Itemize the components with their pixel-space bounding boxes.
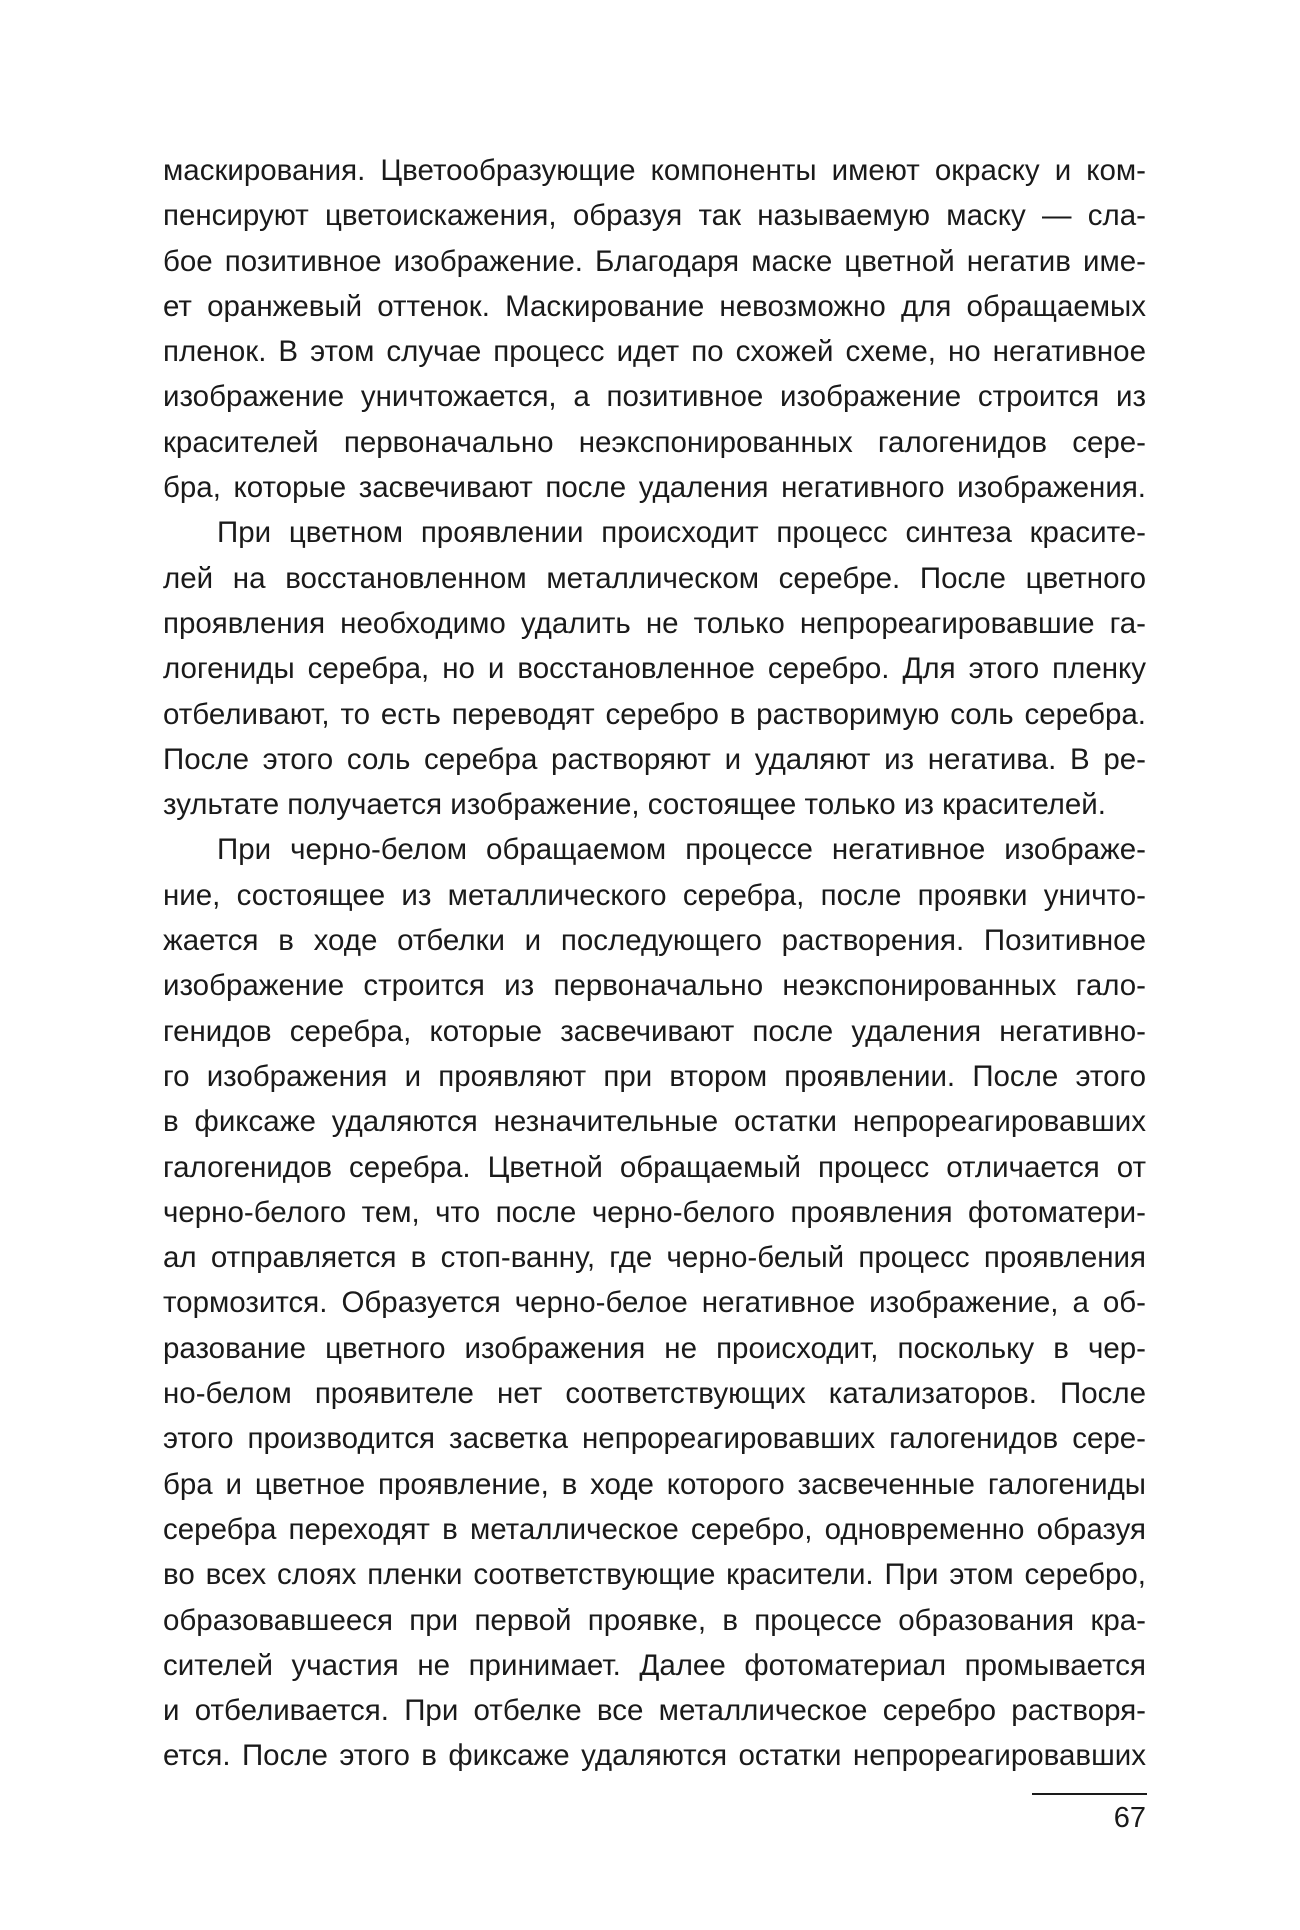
text-line: лей на восстановленном металлическом серебре. После цветного (163, 561, 1146, 595)
text-line: ал отправляется в стоп-ванну, где черно-белый процесс проявления (163, 1241, 1146, 1275)
text-line: красителей первоначально неэкспонированных галогенидов сере- (163, 425, 1146, 459)
text-line: пленок. В этом случае процесс идет по схожей схеме, но негативное (163, 335, 1146, 369)
text-line: и отбеливается. При отбелке все металлическое серебро растворя- (163, 1694, 1146, 1728)
text-line: При цветном проявлении происходит процесс синтеза красите- (217, 516, 1146, 550)
text-line: образовавшееся при первой проявке, в процессе образования кра- (163, 1603, 1146, 1637)
text-line: бра, которые засвечивают после удаления негативного изображения. (163, 471, 1146, 505)
text-line: этого производится засветка непрореагировавших галогенидов сере- (163, 1422, 1146, 1456)
text-line: отбеливают, то есть переводят серебро в растворимую соль серебра. (163, 697, 1146, 731)
paragraph-1 (163, 148, 1146, 510)
paragraph-3 (163, 827, 1146, 1778)
text-line: в фиксаже удаляются незначительные остатки непрореагировавших (163, 1105, 1146, 1139)
paragraph-2 (163, 510, 1146, 827)
text-line: тормозится. Образуется черно-белое негативное изображение, а об- (163, 1286, 1146, 1320)
text-line: серебра переходят в металлическое серебро, одновременно образуя (163, 1512, 1146, 1546)
text-line: сителей участия не принимает. Далее фотоматериал промывается (163, 1648, 1146, 1682)
text-line: го изображения и проявляют при втором проявлении. После этого (163, 1059, 1146, 1093)
text-line: логениды серебра, но и восстановленное серебро. Для этого пленку (163, 652, 1146, 686)
text-line: ние, состоящее из металлического серебра, после проявки уничто- (163, 878, 1146, 912)
text-line: ется. После этого в фиксаже удаляются остатки непрореагировавших (163, 1739, 1146, 1773)
text-line: галогенидов серебра. Цветной обращаемый процесс отличается от (163, 1150, 1146, 1184)
text-line: проявления необходимо удалить не только непрореагировавшие га- (163, 606, 1146, 640)
text-line: жается в ходе отбелки и последующего растворения. Позитивное (163, 924, 1146, 958)
page-body (163, 148, 1146, 1779)
text-line: После этого соль серебра растворяют и удаляют из негатива. В ре- (163, 742, 1146, 776)
text-line: бое позитивное изображение. Благодаря маске цветной негатив име- (163, 244, 1146, 278)
text-line: черно-белого тем, что после черно-белого проявления фотоматери- (163, 1195, 1146, 1229)
text-line: разование цветного изображения не происходит, поскольку в чер- (163, 1331, 1146, 1365)
text-line: изображение уничтожается, а позитивное изображение строится из (163, 380, 1146, 414)
text-line: зультате получается изображение, состоящее только из красителей. (163, 788, 1106, 822)
text-line: во всех слоях пленки соответствующие красители. При этом серебро, (163, 1558, 1146, 1592)
page-number: 67 (1113, 1802, 1146, 1834)
text-line: бра и цветное проявление, в ходе которого засвеченные галогениды (163, 1467, 1146, 1501)
text-line: пенсируют цветоискажения, образуя так называемую маску — сла- (163, 199, 1146, 233)
text-line: но-белом проявителе нет соответствующих катализаторов. После (163, 1377, 1146, 1411)
text-line: маскирования. Цветообразующие компоненты имеют окраску и ком- (163, 154, 1146, 187)
text-line: При черно-белом обращаемом процессе негативное изображе- (217, 833, 1146, 867)
text-line: генидов серебра, которые засвечивают после удаления негативно- (163, 1014, 1146, 1048)
text-line: ет оранжевый оттенок. Маскирование невозможно для обращаемых (163, 289, 1146, 323)
text-line: изображение строится из первоначально неэкспонированных гало- (163, 969, 1146, 1003)
